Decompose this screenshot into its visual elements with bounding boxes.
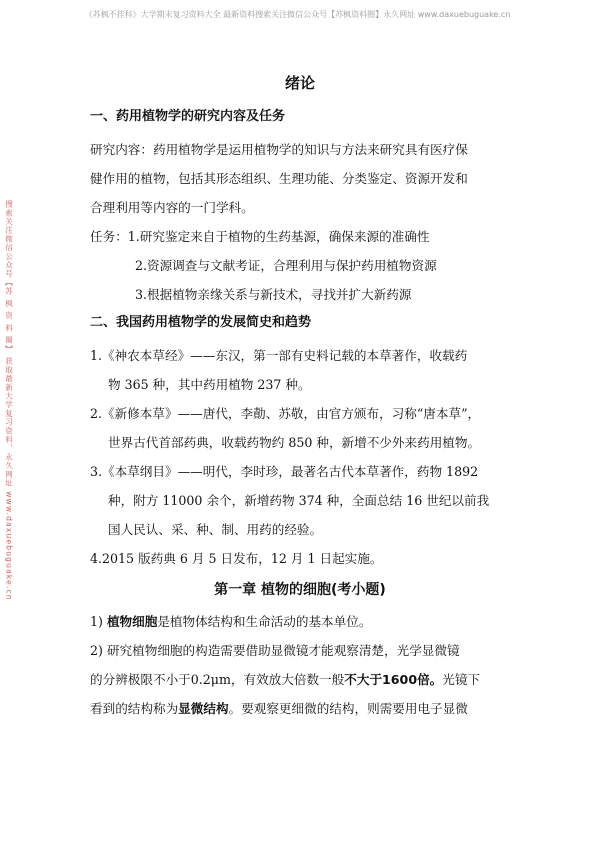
history-item-1-line-2: 物 365 种，其中药用植物 237 种。 [108,377,311,392]
section1-heading: 一、药用植物学的研究内容及任务 [90,109,286,124]
history-item-3-line-3: 国人民认、采、种、制、用药的经验。 [108,522,323,537]
p2-text-e: 。要观察更细微的结构，则需要用电子显微 [228,701,468,716]
history-item-1-line-1: 1.《神农本草经》——东汉，第一部有史料记载的本草著作，收载药 [90,348,468,363]
side-watermark: 搜索关注微信公众号【苏 枫 资 料 圈】 获取最新大学复习资料，永久网址 www.daxuebuguake.cn [4,200,14,601]
chapter1-paragraph-2-line-1 [90,636,510,665]
content-line-2: 健作用的植物，包括其形态组织、生理功能、分类鉴定、资源开发和 [90,171,468,186]
history-item-3-line-2: 种，附方 11000 余个，新增药物 374 种，全面总结 16 世纪以前我 [108,493,490,508]
p2-text-b: 的分辨极限不小于0.2μm，有效放大倍数一般 [90,672,345,687]
task-3: 3.根据植物亲缘关系与新技术，寻找并扩大新药源 [135,287,412,302]
chapter1-paragraph-1 [90,607,510,636]
chapter1-heading: 第一章 植物的细胞(考小题) [214,582,386,598]
p2-number: 2) [90,643,107,658]
p1-number: 1) [90,614,107,629]
task-1: 1.研究鉴定来自于植物的生药基源，确保来源的准确性 [127,229,430,244]
chapter1-paragraph-2-line-2 [90,665,510,694]
task-2: 2.资源调查与文献考证，合理利用与保护药用植物资源 [135,258,437,273]
p1-bold-term: 植物细胞 [106,614,158,629]
history-item-2-line-2: 世界古代首部药典，收载药物约 850 种，新增不少外来药用植物。 [108,435,481,450]
p2-text-a: 研究植物细胞的构造需要借助显微镜才能观察清楚，光学显微镜 [106,643,460,658]
history-item-3-line-1: 3.《本草纲目》——明代，李时珍，最著名古代本草著作，药物 1892 [90,464,479,479]
p2-text-d: 看到的结构称为 [90,701,179,716]
p2-bold-microstructure: 显微结构 [178,701,229,716]
history-item-2-line-1: 2.《新修本草》——唐代，李勣、苏敬，由官方颁布，习称“唐本草”， [90,406,481,421]
content-line-1: 研究内容：药用植物学是运用植物学的知识与方法来研究具有医疗保 [90,142,468,157]
history-item-4: 4.2015 版药典 6 月 5 日发布，12 月 1 日起实施。 [90,551,383,566]
document-title: 绪论 [284,74,315,92]
chapter1-paragraph-2-line-3 [90,694,510,723]
section2-heading: 二、我国药用植物学的发展简史和趋势 [90,315,312,330]
task-line-1 [90,222,510,251]
p2-bold-magnification: 不大于1600倍。 [344,672,443,687]
page-header-watermark: 《苏枫不挂科》大学期末复习资料大全 最新资料搜索关注微信公众号【苏枫资料圈】永久网址 www.daxuebuguake.cn [84,10,511,19]
p2-text-c: 光镜下 [442,672,481,687]
document-page [90,72,510,723]
task-label: 任务： [90,229,128,244]
p1-rest: 是植物体结构和生命活动的基本单位。 [157,614,372,629]
content-line-3: 合理利用等内容的一门学科。 [90,200,254,215]
